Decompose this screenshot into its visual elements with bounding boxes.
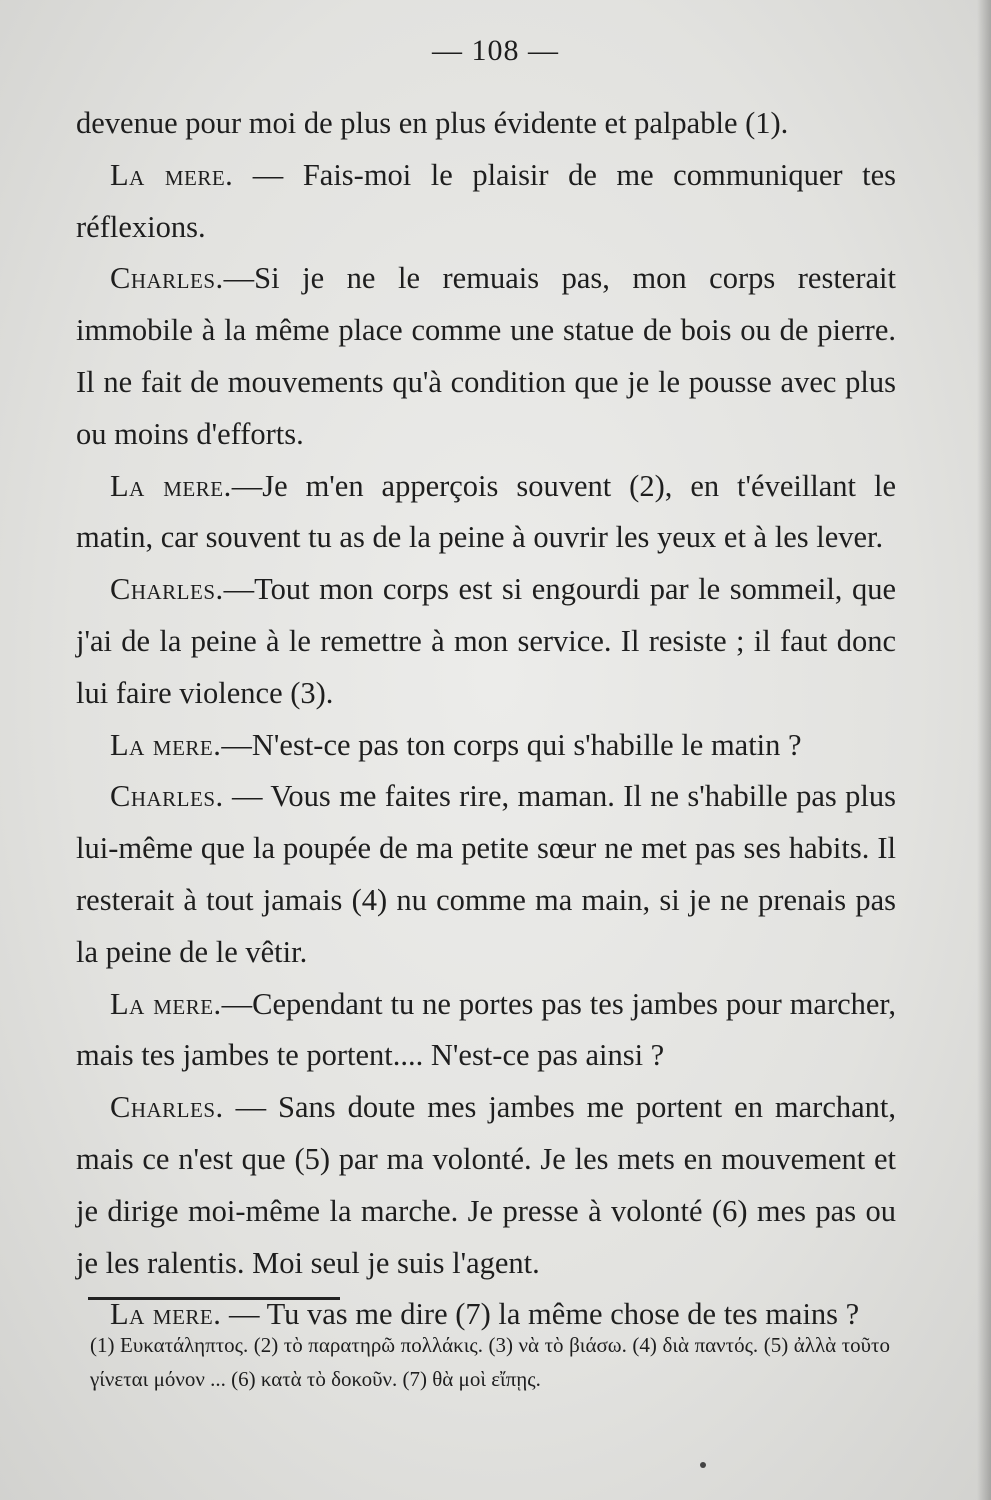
paragraph-7 bbox=[76, 979, 896, 1083]
paragraph-text: —Tout mon corps est si engourdi par le sommeil, que j'ai de la peine à le remettre à mon service. Il resiste ; il faut donc lui faire violence (3). bbox=[76, 572, 896, 710]
paragraph-text: —Cependant tu ne portes pas tes jambes pour marcher, mais tes jambes te portent.... N'est-ce pas ainsi ? bbox=[76, 986, 896, 1073]
paragraph-5 bbox=[76, 720, 896, 772]
paragraph-text: — Tu vas me dire (7) la même chose de tes mains ? bbox=[221, 1297, 860, 1332]
page-edge-shadow bbox=[977, 0, 991, 1500]
speaker: La mere. bbox=[110, 1297, 222, 1332]
speaker: La mere. bbox=[110, 468, 232, 503]
paragraph-0 bbox=[76, 98, 896, 150]
paragraph-text: —N'est-ce pas ton corps qui s'habille le matin ? bbox=[221, 727, 802, 762]
paragraph-text: — Fais-moi le plaisir de me communiquer tes réflexions. bbox=[76, 157, 896, 244]
paragraph-4 bbox=[76, 564, 896, 719]
speaker: Charles. bbox=[110, 1090, 224, 1125]
footnote-text: (1) Ευκατάληπτος. (2) τὸ παρατηρῶ πολλάκις. (3) νὰ τὸ βιάσω. (4) διὰ παντός. (5) ἀλλὰ τοῦτο γίνεται μόνον ... (6) κατὰ τὸ δοκοῦν. (7) θὰ μοὶ εἴπῃς. bbox=[90, 1333, 890, 1391]
dialogue-text bbox=[76, 98, 896, 1341]
paragraph-1 bbox=[76, 150, 896, 254]
speaker: Charles. bbox=[110, 779, 224, 814]
paragraph-text: —Je m'en apperçois souvent (2), en t'éveillant le matin, car souvent tu as de la peine à ouvrir les yeux et à les lever. bbox=[76, 468, 896, 555]
paragraph-text: devenue pour moi de plus en plus évidente et palpable (1). bbox=[76, 106, 789, 140]
paragraph-text: — Vous me faites rire, maman. Il ne s'habille pas plus lui-même que la poupée de ma petite sœur ne met pas ses habits. Il resterait à tout jamais (4) nu comme ma main, si je ne prenais pas la peine de le vêtir. bbox=[76, 779, 896, 969]
paragraph-2 bbox=[76, 253, 896, 460]
paragraph-8 bbox=[76, 1082, 896, 1289]
paragraph-text: — Sans doute mes jambes me portent en marchant, mais ce n'est que (5) par ma volonté. Je les mets en mouvement et je dirige moi-même la marche. Je presse à volonté (6) mes pas ou je les ralentis. Moi seul je suis l'agent. bbox=[76, 1090, 896, 1280]
speaker: Charles. bbox=[110, 572, 224, 607]
speaker: Charles. bbox=[110, 261, 224, 296]
page-number: — 108 — bbox=[432, 34, 559, 67]
footnote-separator bbox=[88, 1297, 340, 1300]
footnotes bbox=[90, 1328, 890, 1396]
ink-speck bbox=[700, 1462, 706, 1468]
speaker: La mere. bbox=[110, 157, 234, 192]
paragraph-6 bbox=[76, 771, 896, 978]
paragraph-3 bbox=[76, 461, 896, 565]
speaker: La mere. bbox=[110, 727, 222, 762]
paragraph-text: —Si je ne le remuais pas, mon corps resterait immobile à la même place comme une statue de bois ou de pierre. Il ne fait de mouvements qu'à condition que je le pousse avec plus ou moins d'efforts. bbox=[76, 261, 896, 451]
speaker: La mere. bbox=[110, 986, 222, 1021]
